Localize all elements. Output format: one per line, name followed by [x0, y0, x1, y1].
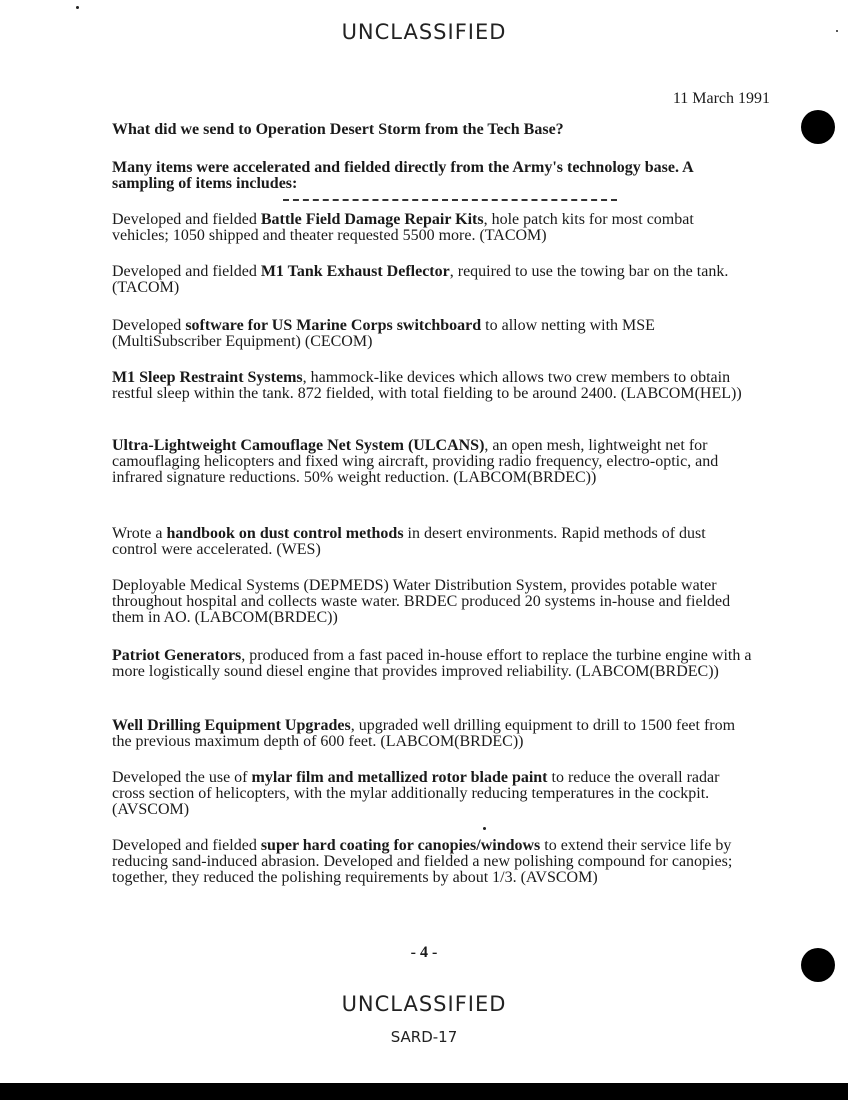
item-suffix: , hammock-like devices which allows two crew members to obtain restful sleep within the tank. 872 fielded, with total fielding to be around 2400. (LABCOM(HEL))	[112, 369, 742, 402]
item-suffix: to reduce the overall radar cross section of helicopters, with the mylar additionally reducing temperatures in the cockpit. (AVSCOM)	[112, 769, 720, 818]
item-repair-kits	[112, 212, 752, 244]
item-title: M1 Tank Exhaust Deflector	[260, 263, 450, 280]
item-well-drilling	[112, 718, 752, 750]
item-title: M1 Sleep Restraint Systems	[112, 369, 303, 386]
item-title: Battle Field Damage Repair Kits	[260, 211, 484, 228]
item-prefix: Developed the use of	[112, 769, 252, 786]
item-ulcans	[112, 438, 752, 486]
classification-header: UNCLASSIFIED	[341, 20, 507, 44]
item-prefix: Developed and fielded	[112, 263, 261, 280]
punch-hole-bottom	[801, 948, 835, 982]
scan-speck	[76, 6, 79, 9]
item-title: handbook on dust control methods	[166, 525, 404, 542]
item-suffix: , upgraded well drilling equipment to drill to 1500 feet from the previous maximum depth of 600 feet. (LABCOM(BRDEC))	[112, 717, 736, 750]
item-suffix: to allow netting with MSE (MultiSubscriber Equipment) (CECOM)	[112, 317, 655, 350]
item-patriot-generators	[112, 648, 752, 680]
item-mylar-film	[112, 770, 752, 818]
item-suffix: to extend their service life by reducing sand-induced abrasion. Developed and fielded a new polishing compound for canopies; together, they reduced the polishing requirements by about 1/3. (AVSCOM)	[112, 837, 733, 886]
punch-hole-top	[801, 110, 835, 144]
item-suffix: , an open mesh, lightweight net for camouflaging helicopters and fixed wing aircraft, providing radio frequency, electro-optic, and infrared signature reductions. 50% weight reduction. (LABCOM(BRDEC))	[112, 437, 719, 486]
item-title: super hard coating for canopies/windows	[260, 837, 541, 854]
item-hard-coating	[112, 838, 752, 886]
dashed-separator	[283, 199, 617, 201]
scan-edge-bar	[0, 1083, 848, 1100]
item-usmc-software	[112, 318, 752, 350]
item-title: software for US Marine Corps switchboard	[185, 317, 482, 334]
item-prefix: Developed	[112, 317, 186, 334]
item-suffix: , hole patch kits for most combat vehicles; 1050 shipped and theater requested 5500 more. (TACOM)	[112, 211, 694, 244]
scan-speck	[836, 30, 838, 32]
item-title: Patriot Generators	[112, 647, 242, 664]
intro-text: Many items were accelerated and fielded directly from the Army's technology base. A sampling of items includes:	[112, 159, 693, 192]
item-dust-handbook	[112, 526, 752, 558]
classification-footer: UNCLASSIFIED	[341, 992, 507, 1016]
question-heading: What did we send to Operation Desert Storm from the Tech Base?	[112, 121, 564, 138]
document-date: 11 March 1991	[672, 90, 770, 107]
item-sleep-restraint	[112, 370, 752, 402]
item-suffix: , produced from a fast paced in-house effort to replace the turbine engine with a more logistically sound diesel engine that provides improved reliability. (LABCOM(BRDEC))	[112, 647, 752, 680]
item-title: Ultra-Lightweight Camouflage Net System (ULCANS)	[112, 437, 485, 454]
item-prefix: Wrote a	[112, 525, 167, 542]
page-number: - 4 -	[410, 944, 438, 961]
item-depmeds	[112, 578, 752, 626]
item-suffix: , required to use the towing bar on the tank. (TACOM)	[112, 263, 729, 296]
item-prefix: Developed and fielded	[112, 837, 261, 854]
document-id: SARD-17	[390, 1028, 458, 1046]
item-title: mylar film and metallized rotor blade paint	[251, 769, 548, 786]
item-prefix: Developed and fielded	[112, 211, 261, 228]
item-exhaust-deflector	[112, 264, 752, 296]
item-prefix: Deployable Medical Systems (DEPMEDS) Water Distribution System, provides potable water throughout hospital and collects waste water. BRDEC produced 20 systems in-house and fielded them in AO. (LABCOM(BRDEC))	[112, 577, 731, 626]
item-title: Well Drilling Equipment Upgrades	[112, 717, 351, 734]
item-suffix: in desert environments. Rapid methods of dust control were accelerated. (WES)	[112, 525, 706, 558]
scan-speck	[483, 827, 486, 830]
